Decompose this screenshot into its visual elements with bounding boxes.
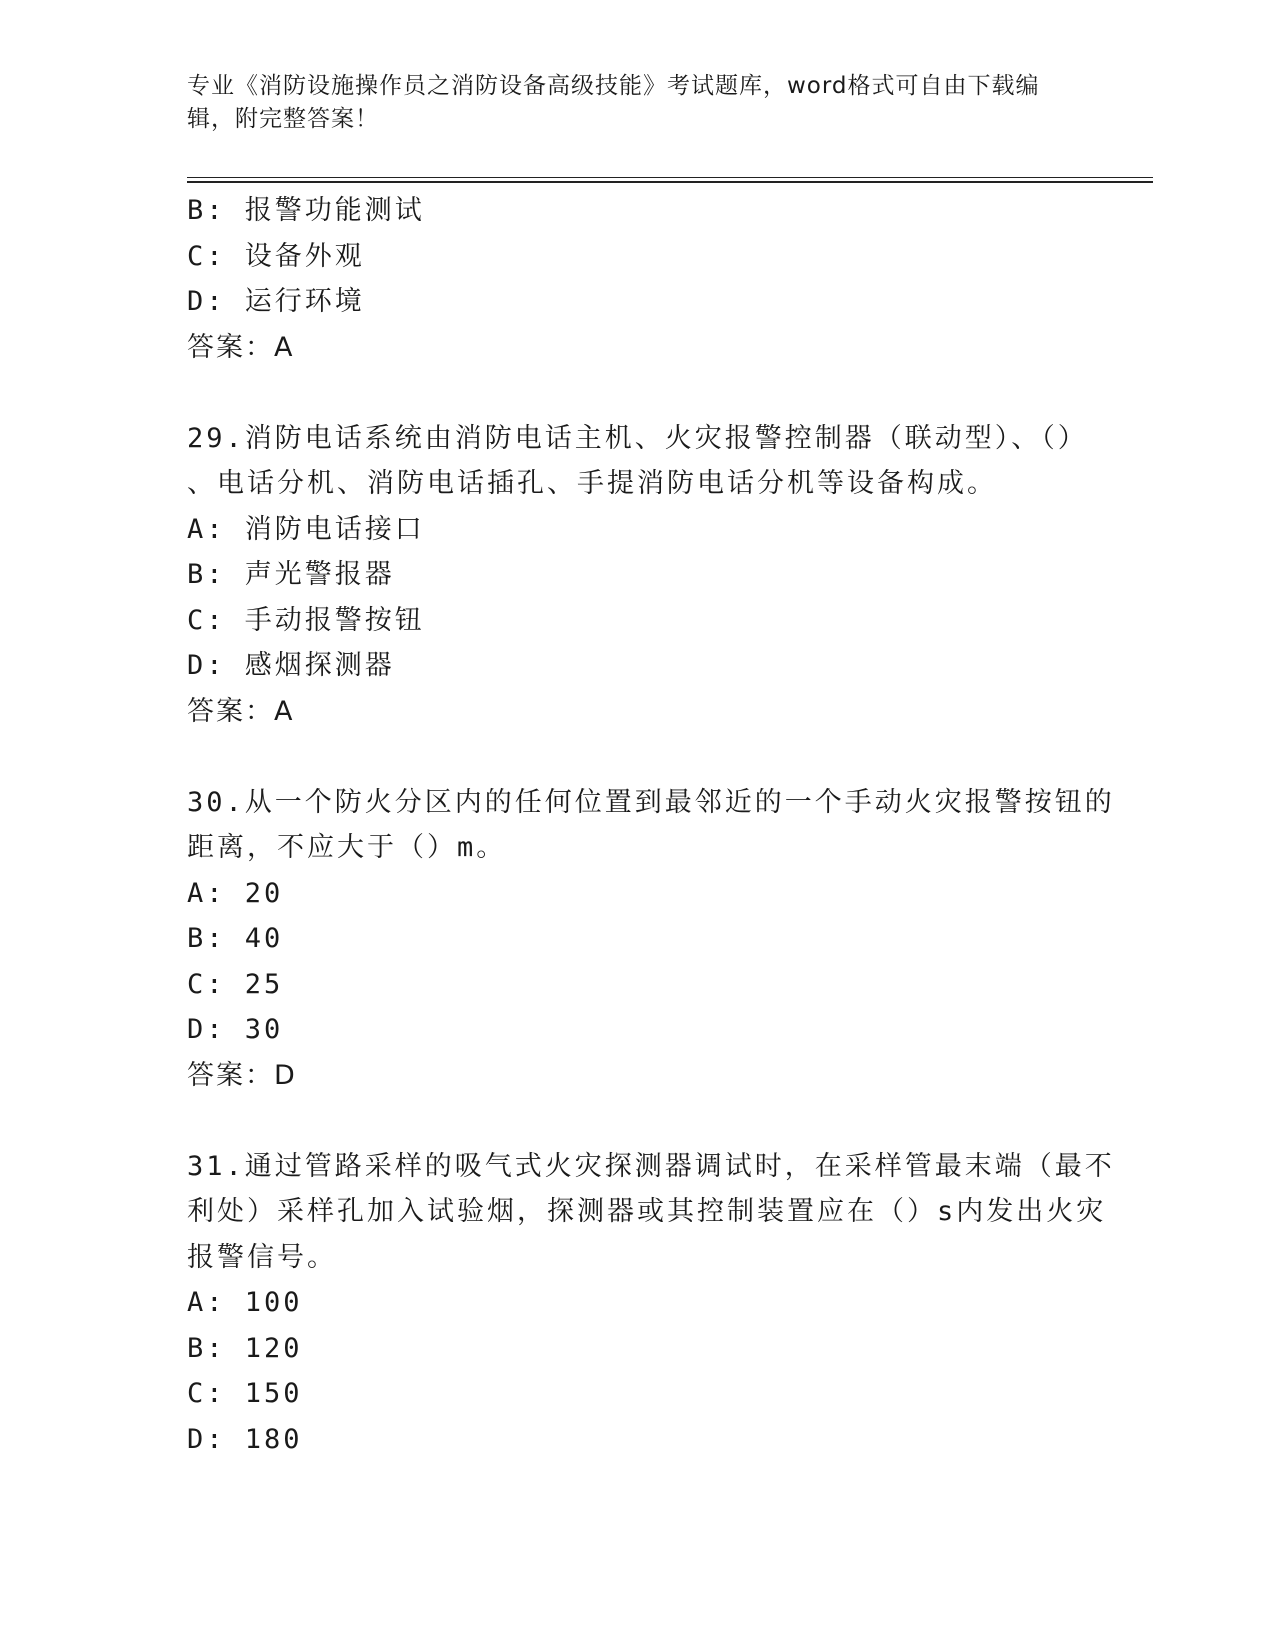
header-divider-thick: [187, 181, 1153, 183]
question-31: [187, 1144, 1115, 1463]
option-c: C: 25: [187, 968, 284, 1000]
question-stem: 利处）采样孔加入试验烟，探测器或其控制装置应在（）s内发出火灾: [187, 1196, 1107, 1227]
answer-label: 答案：D: [187, 1059, 297, 1091]
answer-label: 答案：A: [187, 695, 295, 727]
option-b: B: 40: [187, 923, 284, 954]
question-stem: 、电话分机、消防电话插孔、手提消防电话分机等设备构成。: [187, 468, 997, 499]
spacer: [187, 734, 1087, 780]
carryover-block: [187, 188, 1087, 370]
option-d: D: 30: [187, 1014, 284, 1045]
option-a: A: 100: [187, 1287, 303, 1318]
option-a: A: 消防电话接口: [187, 513, 425, 545]
question-stem: 29.消防电话系统由消防电话主机、火灾报警控制器（联动型）、（）: [187, 422, 1088, 454]
option-c: C: 手动报警按钮: [187, 604, 425, 636]
page-header: [187, 70, 1087, 136]
option-b: B: 报警功能测试: [187, 195, 425, 226]
spacer: [187, 370, 1087, 416]
option-d: D: 180: [187, 1423, 303, 1455]
option-b: B: 120: [187, 1332, 303, 1364]
question-stem: 距离，不应大于（）m。: [187, 832, 507, 863]
question-list: [187, 188, 1115, 1462]
header-divider-thin: [187, 177, 1153, 178]
question-stem: 30.从一个防火分区内的任何位置到最邻近的一个手动火灾报警按钮的: [187, 786, 1115, 818]
answer-label: 答案：A: [187, 331, 295, 363]
question-30: [187, 780, 1115, 1099]
option-d: D: 感烟探测器: [187, 650, 395, 681]
question-stem: 31.通过管路采样的吸气式火灾探测器调试时，在采样管最末端（最不: [187, 1150, 1115, 1182]
option-c: C: 150: [187, 1378, 303, 1409]
option-a: A: 20: [187, 877, 284, 909]
option-c: C: 设备外观: [187, 240, 365, 272]
spacer: [187, 1098, 1087, 1144]
option-b: B: 声光警报器: [187, 559, 395, 590]
question-stem: 报警信号。: [187, 1241, 337, 1273]
question-29: [187, 416, 1087, 735]
option-d: D: 运行环境: [187, 286, 365, 317]
header-text: 专业《消防设施操作员之消防设备高级技能》考试题库，word格式可自由下载编辑，附完整答案！: [187, 73, 1040, 132]
